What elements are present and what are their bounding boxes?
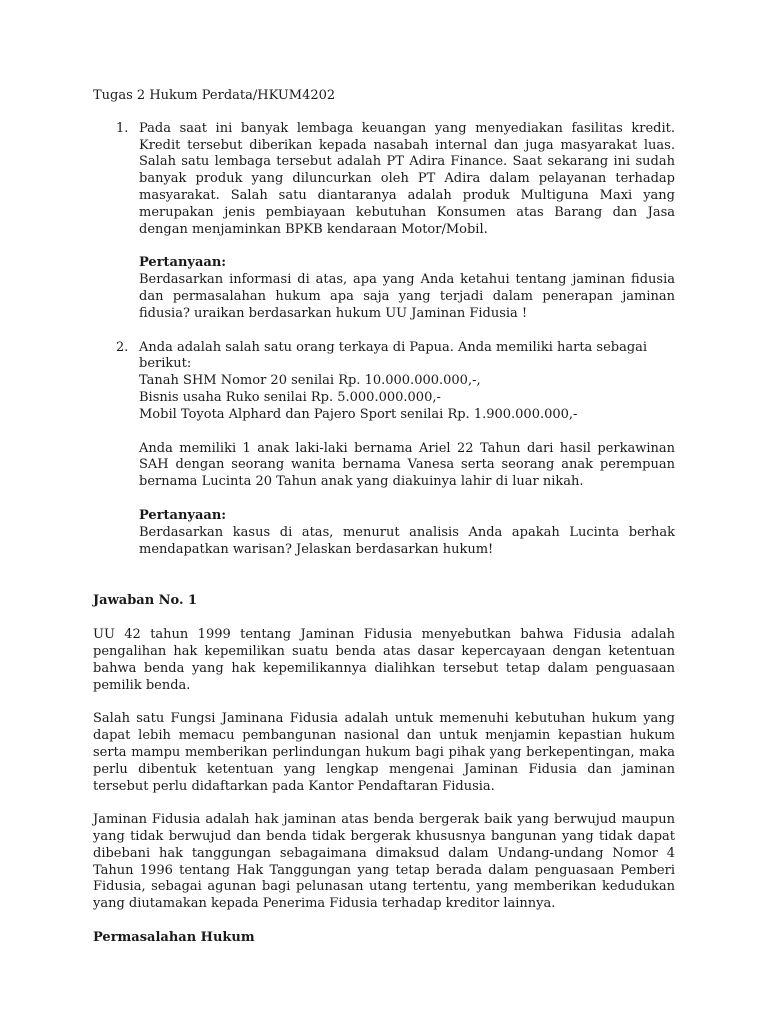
task-intro: Anda adalah salah satu orang terkaya di Papua. Anda memiliki harta sebagai berikut: xyxy=(139,339,648,372)
document-title: Tugas 2 Hukum Perdata/HKUM4202 xyxy=(93,88,336,103)
asset-item: Mobil Toyota Alphard dan Pajero Sport senilai Rp. 1.900.000.000,- xyxy=(139,406,578,422)
answer-heading: Jawaban No. 1 xyxy=(93,593,198,609)
question-label: Pertanyaan: xyxy=(139,255,227,271)
answer-paragraph: Salah satu Fungsi Jaminana Fidusia adalah untuk memenuhi kebutuhan hukum yang dapat lebih memacu pembangunan nasional dan untuk menjamin kepastian hukum serta mampu memberikan perlindungan hukum bagi pihak yang berkepentingan, maka perlu dibentuk ketentuan yang lengkap mengenai Jaminan Fidusia dan jaminan tersebut perlu didaftarkan pada Kantor Pendaftaran Fidusia. xyxy=(93,711,675,794)
document-page xyxy=(93,88,675,947)
question-text: Berdasarkan kasus di atas, menurut analisis Anda apakah Lucinta berhak mendapatkan warisan? Jelaskan berdasarkan hukum! xyxy=(139,524,675,557)
question-label: Pertanyaan: xyxy=(139,507,227,523)
answer-paragraph: UU 42 tahun 1999 tentang Jaminan Fidusia menyebutkan bahwa Fidusia adalah pengalihan hak kepemilikan suatu benda atas dasar kepercayaan dengan ketentuan bahwa benda yang hak kepemilikannya dialihkan tersebut tetap dalam penguasaan pemilik benda. xyxy=(93,627,675,693)
answer-subheading: Permasalahan Hukum xyxy=(93,930,255,946)
task-number: 2. xyxy=(116,339,129,355)
task-list xyxy=(93,121,675,559)
task-item-2 xyxy=(93,340,675,559)
task-item-1 xyxy=(93,121,675,323)
asset-item: Tanah SHM Nomor 20 senilai Rp. 10.000.000.000,-, xyxy=(139,373,481,389)
task-body: Pada saat ini banyak lembaga keuangan yang menyediakan fasilitas kredit. Kredit tersebut diberikan kepada nasabah internal dan juga masyarakat luas. Salah satu lembaga tersebut adalah PT Adira Finance. Saat sekarang ini sudah banyak produk yang diluncurkan oleh PT Adira dalam pelayanan terhadap masyarakat. Salah satu diantaranya adalah produk Multiguna Maxi yang merupakan jenis pembiayaan kebutuhan Konsumen atas Barang dan Jasa dengan menjaminkan BPKB kendaraan Motor/Mobil. xyxy=(139,120,675,237)
question-text: Berdasarkan informasi di atas, apa yang Anda ketahui tentang jaminan fidusia dan permasalahan hukum apa saja yang terjadi dalam penerapan jaminan fidusia? uraikan berdasarkan hukum UU Jaminan Fidusia ! xyxy=(139,272,675,321)
answer-paragraph: Jaminan Fidusia adalah hak jaminan atas benda bergerak baik yang berwujud maupun yang tidak berwujud dan benda tidak bergerak khususnya bangunan yang tidak dapat dibebani hak tanggungan sebagaimana dimaksud dalam Undang-undang Nomor 4 Tahun 1996 tentang Hak Tanggungan yang tetap berada dalam penguasaan Pemberi Fidusia, sebagai agunan bagi pelunasan utang tertentu, yang memberikan kedudukan yang diutamakan kepada Penerima Fidusia terhadap kreditor lainnya. xyxy=(93,812,675,912)
task-number: 1. xyxy=(116,120,129,136)
asset-item: Bisnis usaha Ruko senilai Rp. 5.000.000.000,- xyxy=(139,389,441,405)
answer-section xyxy=(93,593,675,947)
task-body: Anda memiliki 1 anak laki-laki bernama Ariel 22 Tahun dari hasil perkawinan SAH dengan seorang wanita bernama Vanesa serta seorang anak perempuan bernama Lucinta 20 Tahun anak yang diakuinya lahir di luar nikah. xyxy=(139,440,675,490)
